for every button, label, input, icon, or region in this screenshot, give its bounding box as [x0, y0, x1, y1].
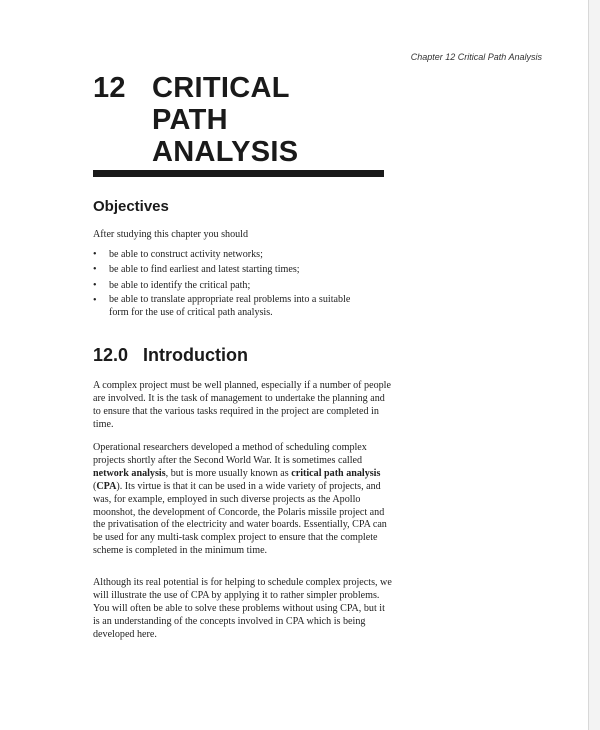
- objectives-intro: After studying this chapter you should: [93, 229, 249, 240]
- list-item-text: be able to identify the critical path;: [109, 279, 251, 291]
- key-term: network analysis: [93, 467, 166, 479]
- list-item-text: form for the use of critical path analysis.: [109, 307, 273, 319]
- paragraph-text: , but is more usually known as: [165, 467, 292, 479]
- bullet: •: [93, 279, 97, 291]
- bullet: •: [93, 249, 97, 260]
- section-number: 12.0: [93, 345, 129, 365]
- objectives-heading: Objectives: [93, 198, 169, 215]
- chapter-number: 12: [93, 72, 126, 104]
- chapter-title-line: PATH: [152, 104, 228, 136]
- paragraph-text: (: [93, 480, 97, 492]
- title-rule: [93, 170, 384, 177]
- paragraph: A complex project must be well planned, especially if a number of people are involved. It is the task of management to undertake the planning and to ensure that the various tasks required in the project are completed in time.: [93, 380, 391, 430]
- running-head: Chapter 12 Critical Path Analysis: [410, 52, 542, 62]
- key-term: critical path analysis: [291, 467, 381, 479]
- section-title: Introduction: [143, 345, 248, 365]
- list-item: [93, 278, 393, 293]
- chapter-title-text: [152, 72, 298, 168]
- key-term-abbr: CPA: [96, 480, 117, 492]
- list-item: [93, 262, 393, 277]
- bullet: •: [93, 264, 97, 276]
- paragraph-text: Operational researchers developed a method of scheduling complex projects shortly after the Second World War. It is sometimes called: [93, 442, 367, 466]
- chapter-title-line: CRITICAL: [152, 72, 290, 104]
- section-heading: [93, 345, 248, 366]
- list-item-text: be able to construct activity networks;: [109, 249, 263, 260]
- list-item-text: be able to find earliest and latest starting times;: [109, 264, 300, 276]
- chapter-title-line: ANALYSIS: [152, 136, 299, 168]
- paragraph: [93, 442, 393, 558]
- bullet: •: [93, 295, 97, 307]
- list-item-text: be able to translate appropriate real problems into a suitable: [109, 294, 351, 306]
- objectives-list: [93, 247, 393, 319]
- paragraph: Although its real potential is for helping to schedule complex projects, we will illustrate the use of CPA by applying it to rather simpler problems. You will often be able to solve these problems without using CPA, but it is an understanding of the concepts involved in CPA which is being developed here.: [93, 577, 392, 640]
- list-item: [93, 293, 393, 319]
- paragraph-text: ). Its virtue is that it can be used in a wide variety of projects, and was, for example, employed in such diverse projects as the Apollo moonshot, the development of Concorde, the Polaris missile project and the privatisation of the electricity and water boards. Essentially, CPA can be used for any multi-task complex project to ensure that the complete scheme is completed in the minimum time.: [93, 480, 387, 557]
- list-item: [93, 247, 393, 262]
